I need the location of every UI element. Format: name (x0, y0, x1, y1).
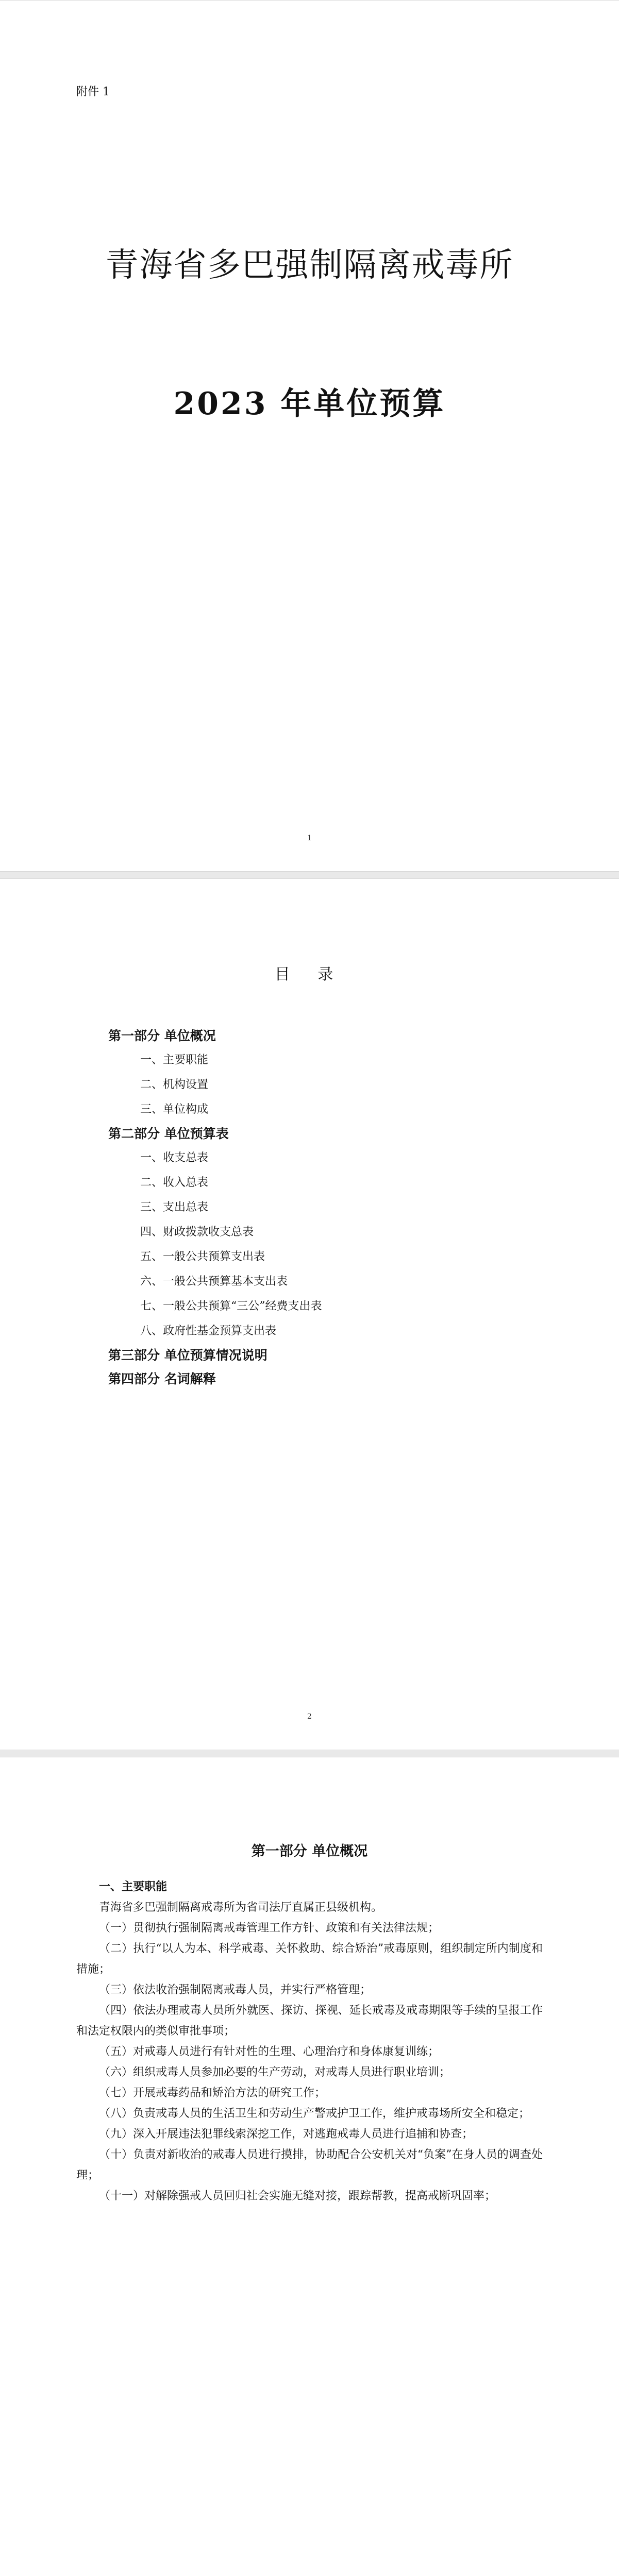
page-1 (0, 0, 619, 872)
annex-label: 附件 1 (76, 86, 110, 98)
function-paragraph: （十一）对解除强戒人员回归社会实施无缝对接，跟踪帮教，提高戒断巩固率； (99, 2190, 496, 2202)
body-text (76, 1877, 543, 2207)
toc-item-entry: 六、一般公共预算基本支出表 (140, 1275, 288, 1288)
function-paragraph: （七）开展戒毒药品和矫治方法的研究工作； (99, 2087, 326, 2099)
function-paragraph: （一）贯彻执行强制隔离戒毒管理工作方针、政策和有关法律法规； (99, 1922, 440, 1935)
toc-part-entry: 第四部分 名词解释 (108, 1371, 216, 1386)
function-paragraph: （二）执行“以人为本、科学戒毒、关怀救助、综合矫治”戒毒原则，组织制定所内制度和措施； (76, 1942, 543, 1976)
page-number: 2 (307, 1713, 312, 1721)
function-paragraph: （四）依法办理戒毒人员所外就医、探访、探视、延长戒毒及戒毒期限等手续的呈报工作和法定权限内的类似审批事项； (76, 2004, 543, 2038)
toc-item-entry: 八、政府性基金预算支出表 (140, 1325, 277, 1337)
toc-item-entry: 二、机构设置 (140, 1078, 209, 1091)
cover-subtitle: 2023 年单位预算 (173, 386, 446, 422)
functions-list (76, 1897, 543, 2207)
cover-title: 青海省多巴强制隔离戒毒所 (105, 246, 514, 284)
toc-item-entry: 二、收入总表 (140, 1176, 209, 1189)
table-of-contents (108, 1024, 521, 1391)
toc-item-entry: 一、主要职能 (140, 1054, 209, 1066)
function-paragraph: （六）组织戒毒人员参加必要的生产劳动，对戒毒人员进行职业培训； (99, 2066, 451, 2079)
toc-item-entry: 一、收支总表 (140, 1151, 209, 1164)
toc-item-entry: 三、支出总表 (140, 1201, 209, 1214)
function-paragraph: （五）对戒毒人员进行有针对性的生理、心理治疗和身体康复训练； (99, 2045, 440, 2058)
page-number: 1 (307, 834, 312, 842)
function-paragraph: （十）负责对新收治的戒毒人员进行摸排，协助配合公安机关对“负案”在身人员的调查处理； (76, 2148, 543, 2182)
section-title: 第一部分 单位概况 (251, 1843, 368, 1859)
page-2 (0, 878, 619, 1750)
function-paragraph: 青海省多巴强制隔离戒毒所为省司法厅直属正县级机构。 (99, 1901, 383, 1914)
heading-main-functions: 一、主要职能 (99, 1880, 168, 1893)
page-3 (0, 1757, 619, 2576)
toc-item-entry: 四、财政拨款收支总表 (140, 1226, 254, 1239)
toc-item-entry: 七、一般公共预算“三公”经费支出表 (140, 1300, 322, 1313)
toc-part-entry: 第三部分 单位预算情况说明 (108, 1348, 267, 1363)
function-paragraph: （九）深入开展违法犯罪线索深挖工作，对逃跑戒毒人员进行追捕和协查； (99, 2128, 474, 2141)
function-paragraph: （八）负责戒毒人员的生活卫生和劳动生产警戒护卫工作，维护戒毒场所安全和稳定； (99, 2107, 530, 2120)
toc-item-entry: 五、一般公共预算支出表 (140, 1250, 265, 1263)
toc-part-entry: 第一部分 单位概况 (108, 1028, 216, 1043)
toc-item-entry: 三、单位构成 (140, 1103, 209, 1116)
function-paragraph: （三）依法收治强制隔离戒毒人员，并实行严格管理； (99, 1984, 372, 1996)
toc-title: 目 录 (274, 965, 345, 984)
toc-part-entry: 第二部分 单位预算表 (108, 1126, 229, 1141)
